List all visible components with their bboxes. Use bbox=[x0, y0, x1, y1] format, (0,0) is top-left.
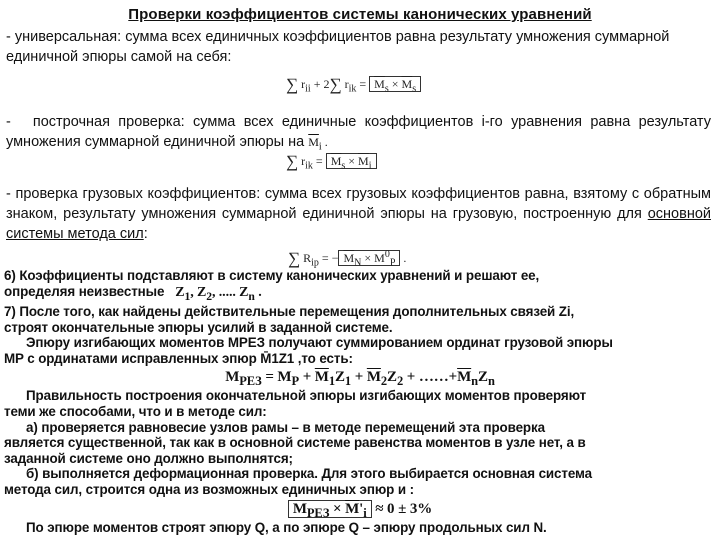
step7-line: 7) После того, как найдены действительные перемещения дополнительных связей Zi, bbox=[4, 303, 575, 319]
load-check-paragraph bbox=[6, 184, 711, 244]
corrected-diagrams-line: MP с ординатами исправленных эпюр M̄1Z1 ,то есть: bbox=[4, 350, 353, 366]
scanned-text-block bbox=[4, 268, 716, 535]
check-a-line-2: является существенной, так как в основной системе равенства моментов в узле нет, а в bbox=[4, 435, 586, 451]
unknowns-formula: $Z_1$, $Z_2$, ..... $Z_n$ . bbox=[175, 284, 262, 303]
formula-load: ∑ $R_{ip}$ = − $\overline{M}_N \times M^0_P$ . bbox=[288, 249, 407, 269]
check-a-line-3: заданной системе оно должно выполнятся; bbox=[4, 450, 293, 466]
formula-deformation-check: $M_{РЕЗ} \times \overline{M}'_i \approx 0 \pm 3\%$ bbox=[4, 498, 716, 520]
row-check-tail: $\overline{M}_i$ . bbox=[308, 135, 328, 153]
row-check-text: построчная проверка: сумма всех единичные коэффициентов i-го уравнения равна результату умножения суммарной единичной эпюры на bbox=[6, 114, 711, 150]
unknowns-line bbox=[4, 284, 716, 304]
page-title: Проверки коэффициентов системы канонических уравнений bbox=[128, 6, 592, 23]
load-check-text: - проверка грузовых коэффициентов: сумма всех грузовых коэффициентов равна, взятому с обратным знаком, результату умножения суммарной единичной эпюры на грузовую, построенную для bbox=[6, 186, 711, 222]
force-method-link-text: основной системы метода сил bbox=[6, 206, 711, 242]
load-check-colon: : bbox=[143, 226, 148, 242]
unknowns-label: определяя неизвестные bbox=[4, 283, 165, 299]
formula-row: ∑ $r_{ik} = \overline{M}_s \times \overline{M}_i$ bbox=[286, 152, 377, 172]
correctness-line-2: теми же способами, что и в методе сил: bbox=[4, 403, 267, 419]
step7-line-2: строят окончательные эпюры усилий в заданной системе. bbox=[4, 319, 393, 335]
moment-diagram-line: Эпюру изгибающих моментов MРЕЗ получают суммированием ординат грузовой эпюры bbox=[26, 335, 613, 351]
check-a-line: а) проверяется равновесие узлов рамы – в методе перемещений эта проверка bbox=[26, 419, 545, 435]
row-check-dash: - bbox=[6, 114, 11, 130]
formula-resulting-moment: $M_{РЕЗ} = M_P + \overline{M}_1Z_1 + \overline{M}_2Z_2$ + $\dots\dots+\overline{M}_nZ_n$ bbox=[225, 369, 495, 389]
correctness-line: Правильность построения окончательной эпюры изгибающих моментов проверяют bbox=[26, 388, 587, 404]
universal-check-paragraph: - универсальная: сумма всех единичных коэффициентов равна результату умножения суммарной единичной эпюры самой на себя: bbox=[6, 29, 670, 65]
check-b-line-2: метода сил, строится одна из возможных единичных эпюр и : bbox=[4, 481, 414, 497]
row-check-paragraph bbox=[6, 112, 711, 157]
step6-line: 6) Коэффициенты подставляют в систему канонических уравнений и решают ее, bbox=[4, 268, 540, 283]
formula-universal: ∑ $r_{ii} + 2\sum$ $r_{ik} = \overline{M}_s \times \overline{M}_s$ bbox=[286, 75, 421, 95]
shear-diagram-line: По эпюре моментов строят эпюру Q, а по эпюре Q – эпюру продольных сил N. bbox=[26, 519, 547, 535]
check-b-line: б) выполняется деформационная проверка. Для этого выбирается основная система bbox=[26, 466, 592, 482]
